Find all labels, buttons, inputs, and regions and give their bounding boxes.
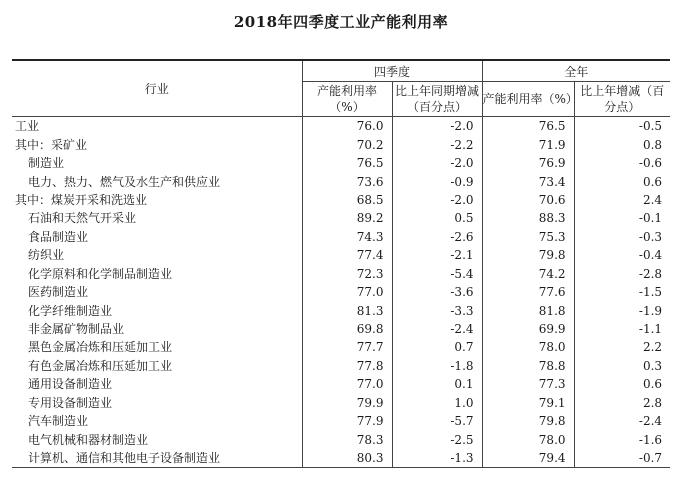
table-row <box>12 430 670 448</box>
industry-name-cell: 其中：煤炭开采和洗选业 <box>15 192 148 207</box>
industry-name-cell: 工业 <box>15 119 40 134</box>
year-rate-cell: 79.4 <box>482 449 574 468</box>
year-rate-cell: 75.3 <box>482 228 574 246</box>
year-rate-cell: 74.2 <box>482 265 574 283</box>
industry-name-cell: 有色金属冶炼和压延加工业 <box>28 358 173 373</box>
q4-change-cell: -2.4 <box>392 320 482 338</box>
q4-rate-cell: 70.2 <box>302 135 392 153</box>
q4-change-cell: 0.7 <box>392 338 482 356</box>
q4-rate-cell: 76.0 <box>302 117 392 136</box>
year-change-cell: -2.4 <box>574 412 670 430</box>
table-row <box>12 412 670 430</box>
table-body <box>12 117 670 468</box>
q4-change-cell: -5.7 <box>392 412 482 430</box>
year-change-cell: 0.8 <box>574 135 670 153</box>
table-row <box>12 301 670 319</box>
q4-rate-cell: 77.4 <box>302 246 392 264</box>
year-change-cell: -0.6 <box>574 154 670 172</box>
year-rate-cell: 79.8 <box>482 246 574 264</box>
q4-change-cell: -2.2 <box>392 135 482 153</box>
table-row <box>12 154 670 172</box>
q4-change-cell: 1.0 <box>392 394 482 412</box>
q4-change-cell: -2.5 <box>392 430 482 448</box>
col-header-year-change-text: 比上年增减（百分点） <box>580 84 665 114</box>
col-header-q4-change <box>392 82 482 117</box>
industry-name-cell: 专用设备制造业 <box>28 395 113 410</box>
q4-change-cell: -2.6 <box>392 228 482 246</box>
industry-name-cell: 汽车制造业 <box>28 414 89 429</box>
table-row <box>12 265 670 283</box>
q4-rate-cell: 89.2 <box>302 209 392 227</box>
table-row <box>12 191 670 209</box>
industry-name-cell: 食品制造业 <box>28 229 89 244</box>
table-row <box>12 172 670 190</box>
year-change-cell: -2.8 <box>574 265 670 283</box>
year-change-cell: -0.1 <box>574 209 670 227</box>
table-row <box>12 357 670 375</box>
industry-name-cell: 化学纤维制造业 <box>28 303 113 318</box>
q4-change-cell: -3.6 <box>392 283 482 301</box>
year-change-cell: 2.4 <box>574 191 670 209</box>
q4-rate-cell: 80.3 <box>302 449 392 468</box>
q4-change-cell: -2.0 <box>392 117 482 136</box>
year-rate-cell: 88.3 <box>482 209 574 227</box>
year-change-cell: -0.5 <box>574 117 670 136</box>
page-title: 2018年四季度工业产能利用率 <box>233 13 449 31</box>
q4-rate-cell: 69.8 <box>302 320 392 338</box>
industry-name-cell: 纺织业 <box>28 248 65 263</box>
table-row <box>12 320 670 338</box>
table-row <box>12 375 670 393</box>
industry-name-cell: 电气机械和器材制造业 <box>28 432 149 447</box>
col-header-year-rate <box>482 82 578 117</box>
q4-rate-cell: 74.3 <box>302 228 392 246</box>
table-row <box>12 394 670 412</box>
table-row <box>12 135 670 153</box>
table-row <box>12 283 670 301</box>
q4-rate-cell: 77.0 <box>302 283 392 301</box>
year-change-cell: 2.8 <box>574 394 670 412</box>
q4-change-cell: -2.1 <box>392 246 482 264</box>
year-rate-cell: 78.8 <box>482 357 574 375</box>
table-row <box>12 117 670 136</box>
q4-change-cell: -2.0 <box>392 154 482 172</box>
year-rate-cell: 78.0 <box>482 430 574 448</box>
year-rate-cell: 81.8 <box>482 301 574 319</box>
year-change-cell: 0.3 <box>574 357 670 375</box>
q4-change-cell: 0.5 <box>392 209 482 227</box>
year-rate-cell: 79.8 <box>482 412 574 430</box>
col-header-year-rate-text: 产能利用率（%） <box>482 92 578 106</box>
q4-rate-cell: 76.5 <box>302 154 392 172</box>
table-row <box>12 228 670 246</box>
table-row <box>12 338 670 356</box>
q4-rate-cell: 77.7 <box>302 338 392 356</box>
year-change-cell: 0.6 <box>574 172 670 190</box>
industry-name-cell: 非金属矿物制品业 <box>28 322 125 337</box>
table-row <box>12 246 670 264</box>
industry-name-cell: 计算机、通信和其他电子设备制造业 <box>12 449 302 468</box>
row-label-header: 行业 <box>12 60 302 117</box>
industry-name-cell: 石油和天然气开采业 <box>28 211 137 226</box>
q4-change-cell: -1.3 <box>392 449 482 468</box>
q4-rate-cell: 77.0 <box>302 375 392 393</box>
q4-rate-cell: 77.8 <box>302 357 392 375</box>
year-change-cell: -1.1 <box>574 320 670 338</box>
q4-change-cell: -2.0 <box>392 191 482 209</box>
col-header-q4-rate <box>302 82 392 117</box>
q4-rate-cell: 68.5 <box>302 191 392 209</box>
q4-change-cell: -1.8 <box>392 357 482 375</box>
industry-name-cell: 电力、热力、燃气及水生产和供应业 <box>28 174 221 189</box>
year-change-cell: -1.5 <box>574 283 670 301</box>
year-change-cell: -0.7 <box>574 449 670 468</box>
q4-change-cell: 0.1 <box>392 375 482 393</box>
year-change-cell: 0.6 <box>574 375 670 393</box>
q4-rate-cell: 79.9 <box>302 394 392 412</box>
year-change-cell: -1.6 <box>574 430 670 448</box>
q4-change-cell: -5.4 <box>392 265 482 283</box>
q4-rate-cell: 77.9 <box>302 412 392 430</box>
q4-change-cell: -3.3 <box>392 301 482 319</box>
q4-rate-cell: 78.3 <box>302 430 392 448</box>
year-rate-cell: 70.6 <box>482 191 574 209</box>
q4-rate-cell: 81.3 <box>302 301 392 319</box>
industry-name-cell: 医药制造业 <box>28 285 89 300</box>
table-row <box>12 449 670 468</box>
col-header-q4-change-text: 比上年同期增减（百分点） <box>395 84 480 114</box>
year-rate-cell: 73.4 <box>482 172 574 190</box>
q4-rate-cell: 72.3 <box>302 265 392 283</box>
year-rate-cell: 69.9 <box>482 320 574 338</box>
group-header-q4: 四季度 <box>302 60 482 82</box>
q4-rate-cell: 73.6 <box>302 172 392 190</box>
industry-name-cell: 制造业 <box>28 156 65 171</box>
year-change-cell: 2.2 <box>574 338 670 356</box>
group-header-year: 全年 <box>482 60 670 82</box>
industry-name-cell: 其中：采矿业 <box>15 137 88 152</box>
year-change-cell: -1.9 <box>574 301 670 319</box>
q4-change-cell: -0.9 <box>392 172 482 190</box>
industry-name-cell: 黑色金属冶炼和压延加工业 <box>28 340 173 355</box>
year-rate-cell: 76.5 <box>482 117 574 136</box>
industry-name-cell: 通用设备制造业 <box>28 377 113 392</box>
col-header-q4-rate-text: 产能利用率（%） <box>316 84 377 114</box>
capacity-utilization-table <box>12 59 670 468</box>
industry-name-cell: 化学原料和化学制品制造业 <box>28 266 173 281</box>
table-row <box>12 209 670 227</box>
year-rate-cell: 71.9 <box>482 135 574 153</box>
col-header-year-change <box>574 82 670 117</box>
year-rate-cell: 78.0 <box>482 338 574 356</box>
year-rate-cell: 79.1 <box>482 394 574 412</box>
year-change-cell: -0.3 <box>574 228 670 246</box>
year-rate-cell: 77.6 <box>482 283 574 301</box>
year-change-cell: -0.4 <box>574 246 670 264</box>
year-rate-cell: 77.3 <box>482 375 574 393</box>
year-rate-cell: 76.9 <box>482 154 574 172</box>
